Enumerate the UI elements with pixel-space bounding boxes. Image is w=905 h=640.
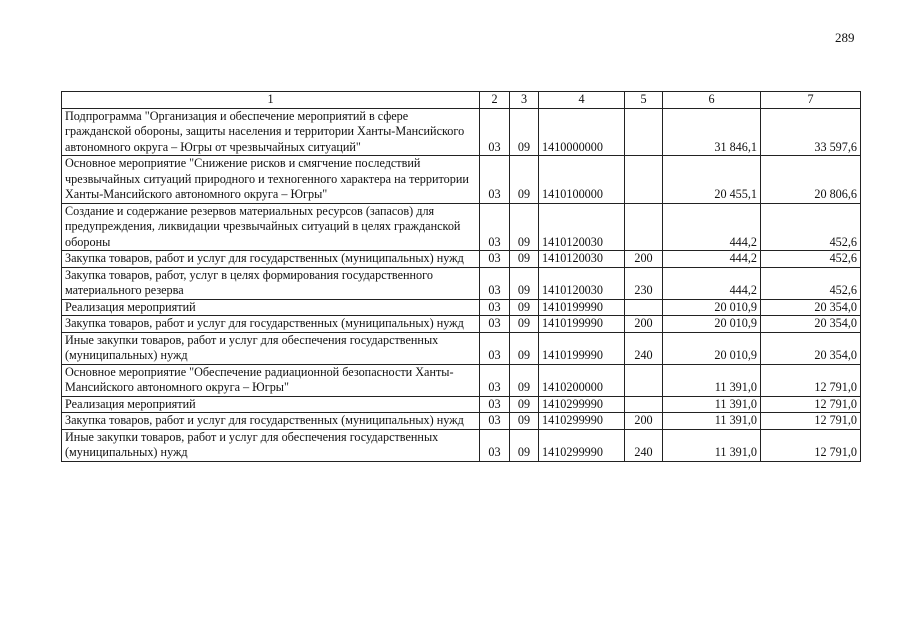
amount-year2-cell: 20 354,0 [761, 316, 861, 333]
amount-year2-cell: 20 806,6 [761, 156, 861, 204]
expense-type-cell [625, 156, 663, 204]
header-cell: 5 [625, 92, 663, 109]
section-code-cell: 03 [480, 396, 510, 413]
section-code-cell: 03 [480, 108, 510, 156]
row-name-cell: Реализация мероприятий [62, 396, 480, 413]
amount-year1-cell: 11 391,0 [663, 364, 761, 396]
amount-year2-cell: 12 791,0 [761, 364, 861, 396]
expense-type-cell: 240 [625, 332, 663, 364]
row-name-cell: Основное мероприятие "Снижение рисков и смягчение последствий чрезвычайных ситуаций природного и техногенного характера на территории Ханты-Мансийского автономного округа – Югры" [62, 156, 480, 204]
target-article-cell: 1410199990 [539, 332, 625, 364]
header-cell: 1 [62, 92, 480, 109]
amount-year2-cell: 12 791,0 [761, 429, 861, 461]
table-header-row [62, 92, 861, 109]
subsection-code-cell: 09 [510, 251, 539, 268]
table-row [62, 108, 861, 156]
subsection-code-cell: 09 [510, 429, 539, 461]
amount-year2-cell: 12 791,0 [761, 413, 861, 430]
subsection-code-cell: 09 [510, 203, 539, 251]
section-code-cell: 03 [480, 316, 510, 333]
expense-type-cell [625, 203, 663, 251]
expense-type-cell: 230 [625, 267, 663, 299]
table-row [62, 316, 861, 333]
header-cell: 2 [480, 92, 510, 109]
section-code-cell: 03 [480, 429, 510, 461]
target-article-cell: 1410199990 [539, 299, 625, 316]
amount-year1-cell: 20 010,9 [663, 332, 761, 364]
section-code-cell: 03 [480, 413, 510, 430]
amount-year1-cell: 11 391,0 [663, 429, 761, 461]
table-row [62, 299, 861, 316]
section-code-cell: 03 [480, 251, 510, 268]
table-row [62, 156, 861, 204]
table-row [62, 364, 861, 396]
amount-year1-cell: 11 391,0 [663, 413, 761, 430]
amount-year2-cell: 452,6 [761, 203, 861, 251]
row-name-cell: Создание и содержание резервов материальных ресурсов (запасов) для предупреждения, ликвидации чрезвычайных ситуаций в целях гражданской обороны [62, 203, 480, 251]
amount-year1-cell: 20 010,9 [663, 316, 761, 333]
row-name-cell: Подпрограмма "Организация и обеспечение мероприятий в сфере гражданской обороны, защиты населения и территории Ханты-Мансийского автономного округа – Югры от чрезвычайных ситуаций" [62, 108, 480, 156]
header-cell: 6 [663, 92, 761, 109]
section-code-cell: 03 [480, 299, 510, 316]
expense-type-cell [625, 396, 663, 413]
amount-year2-cell: 452,6 [761, 267, 861, 299]
amount-year1-cell: 444,2 [663, 203, 761, 251]
subsection-code-cell: 09 [510, 299, 539, 316]
subsection-code-cell: 09 [510, 332, 539, 364]
table-row [62, 429, 861, 461]
row-name-cell: Закупка товаров, работ и услуг для государственных (муниципальных) нужд [62, 316, 480, 333]
row-name-cell: Реализация мероприятий [62, 299, 480, 316]
amount-year2-cell: 452,6 [761, 251, 861, 268]
row-name-cell: Иные закупки товаров, работ и услуг для обеспечения государственных (муниципальных) нужд [62, 332, 480, 364]
subsection-code-cell: 09 [510, 108, 539, 156]
row-name-cell: Иные закупки товаров, работ и услуг для обеспечения государственных (муниципальных) нужд [62, 429, 480, 461]
amount-year1-cell: 444,2 [663, 267, 761, 299]
target-article-cell: 1410120030 [539, 203, 625, 251]
page-number: 289 [835, 30, 855, 45]
table-row [62, 203, 861, 251]
expense-type-cell: 200 [625, 316, 663, 333]
amount-year1-cell: 20 010,9 [663, 299, 761, 316]
section-code-cell: 03 [480, 156, 510, 204]
header-cell: 7 [761, 92, 861, 109]
expense-type-cell [625, 108, 663, 156]
target-article-cell: 1410000000 [539, 108, 625, 156]
amount-year2-cell: 20 354,0 [761, 299, 861, 316]
section-code-cell: 03 [480, 364, 510, 396]
expense-type-cell [625, 299, 663, 316]
amount-year2-cell: 33 597,6 [761, 108, 861, 156]
section-code-cell: 03 [480, 332, 510, 364]
row-name-cell: Основное мероприятие "Обеспечение радиационной безопасности Ханты-Мансийского автономного округа – Югры" [62, 364, 480, 396]
subsection-code-cell: 09 [510, 316, 539, 333]
section-code-cell: 03 [480, 203, 510, 251]
target-article-cell: 1410299990 [539, 396, 625, 413]
amount-year1-cell: 444,2 [663, 251, 761, 268]
amount-year1-cell: 20 455,1 [663, 156, 761, 204]
row-name-cell: Закупка товаров, работ и услуг для государственных (муниципальных) нужд [62, 251, 480, 268]
header-cell: 3 [510, 92, 539, 109]
target-article-cell: 1410299990 [539, 429, 625, 461]
subsection-code-cell: 09 [510, 413, 539, 430]
subsection-code-cell: 09 [510, 396, 539, 413]
expense-type-cell: 200 [625, 251, 663, 268]
amount-year2-cell: 12 791,0 [761, 396, 861, 413]
expense-type-cell [625, 364, 663, 396]
target-article-cell: 1410199990 [539, 316, 625, 333]
table-row [62, 413, 861, 430]
row-name-cell: Закупка товаров, работ, услуг в целях формирования государственного материального резерва [62, 267, 480, 299]
table-row [62, 332, 861, 364]
target-article-cell: 1410100000 [539, 156, 625, 204]
subsection-code-cell: 09 [510, 156, 539, 204]
amount-year1-cell: 31 846,1 [663, 108, 761, 156]
subsection-code-cell: 09 [510, 364, 539, 396]
table-row [62, 251, 861, 268]
target-article-cell: 1410200000 [539, 364, 625, 396]
row-name-cell: Закупка товаров, работ и услуг для государственных (муниципальных) нужд [62, 413, 480, 430]
expense-type-cell: 200 [625, 413, 663, 430]
target-article-cell: 1410120030 [539, 251, 625, 268]
budget-table [61, 91, 861, 462]
section-code-cell: 03 [480, 267, 510, 299]
subsection-code-cell: 09 [510, 267, 539, 299]
table-row [62, 267, 861, 299]
target-article-cell: 1410120030 [539, 267, 625, 299]
amount-year2-cell: 20 354,0 [761, 332, 861, 364]
amount-year1-cell: 11 391,0 [663, 396, 761, 413]
target-article-cell: 1410299990 [539, 413, 625, 430]
header-cell: 4 [539, 92, 625, 109]
expense-type-cell: 240 [625, 429, 663, 461]
table-body [62, 92, 861, 462]
table-row [62, 396, 861, 413]
